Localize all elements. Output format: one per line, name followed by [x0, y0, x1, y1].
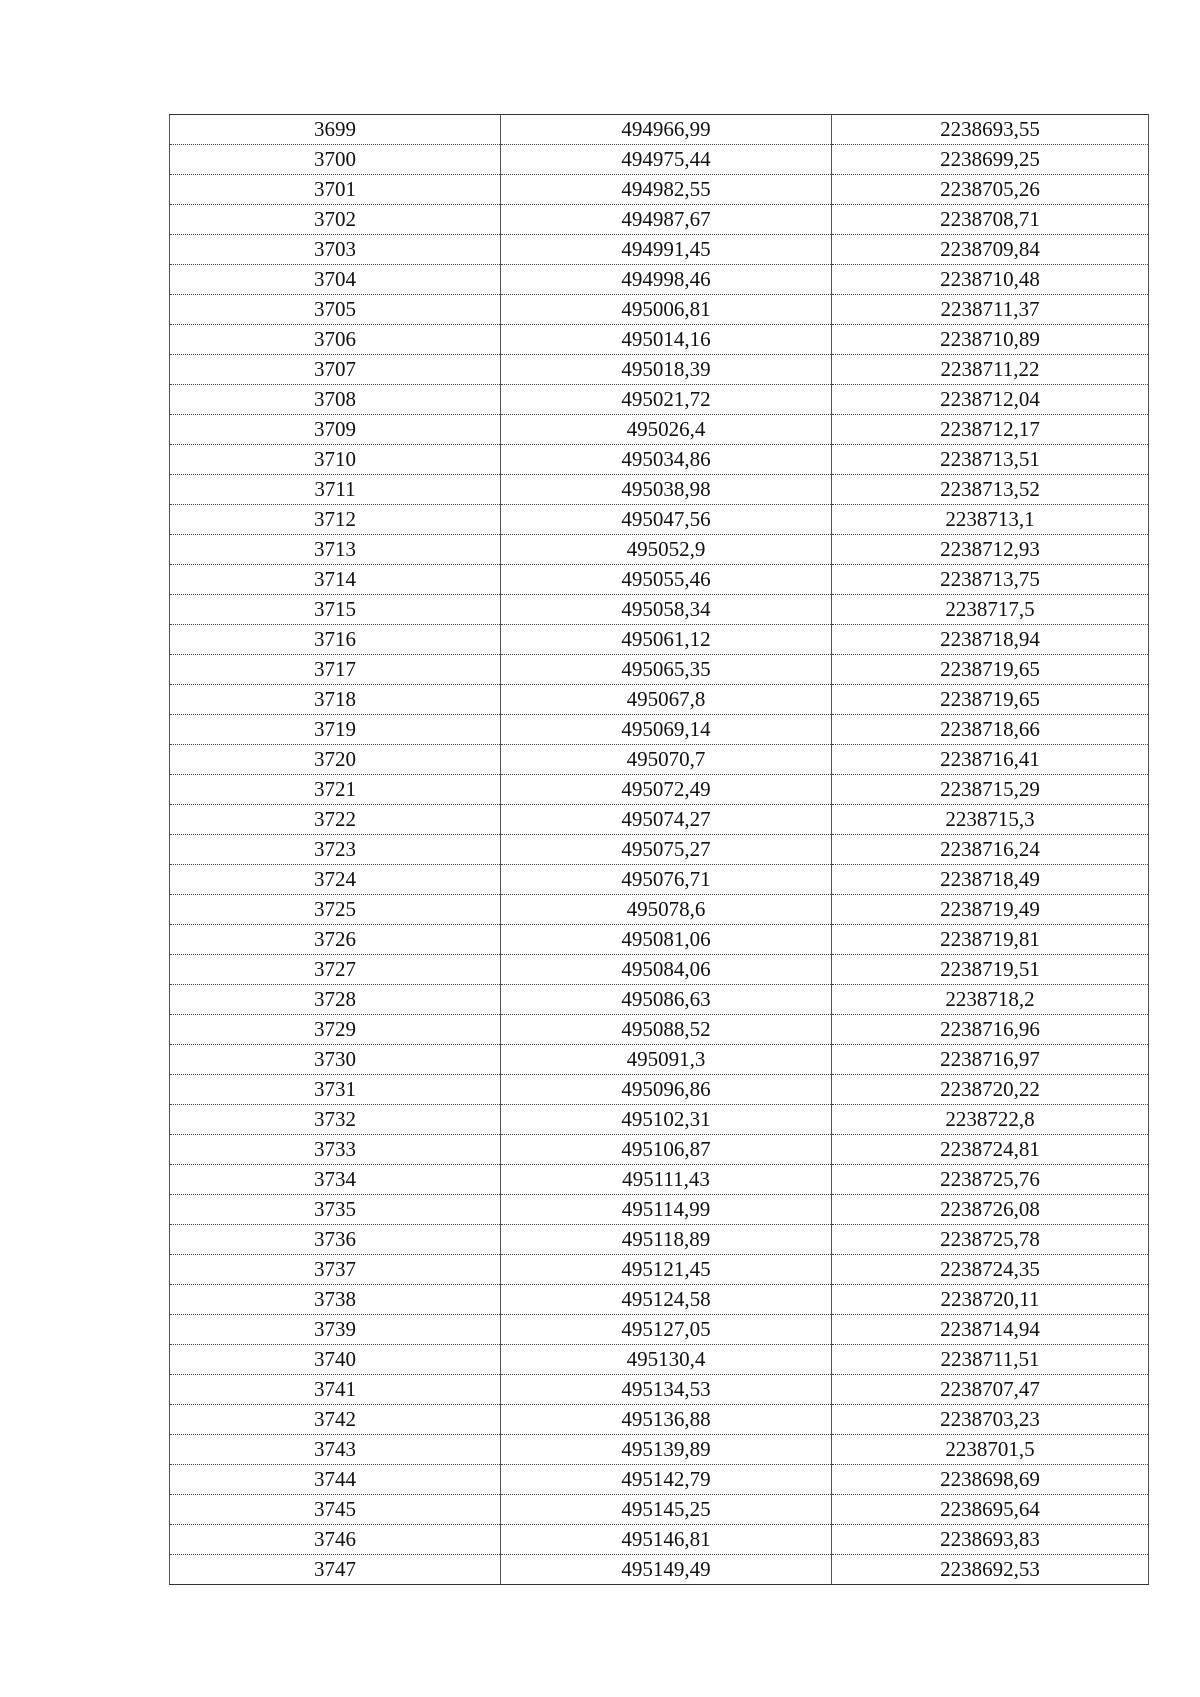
point-number-cell: 3717	[170, 655, 501, 685]
point-number-cell: 3711	[170, 475, 501, 505]
table-row	[170, 1405, 1149, 1435]
point-number-cell: 3738	[170, 1285, 501, 1315]
table-row	[170, 805, 1149, 835]
y-coordinate-cell: 2238719,51	[832, 955, 1149, 985]
y-coordinate-cell: 2238719,81	[832, 925, 1149, 955]
point-number-cell: 3729	[170, 1015, 501, 1045]
y-coordinate-cell: 2238720,22	[832, 1075, 1149, 1105]
x-coordinate-cell: 495034,86	[501, 445, 832, 475]
point-number-cell: 3703	[170, 235, 501, 265]
table-row	[170, 175, 1149, 205]
table-row	[170, 1345, 1149, 1375]
x-coordinate-cell: 495084,06	[501, 955, 832, 985]
x-coordinate-cell: 495124,58	[501, 1285, 832, 1315]
x-coordinate-cell: 495139,89	[501, 1435, 832, 1465]
x-coordinate-cell: 495088,52	[501, 1015, 832, 1045]
point-number-cell: 3734	[170, 1165, 501, 1195]
y-coordinate-cell: 2238717,5	[832, 595, 1149, 625]
table-row	[170, 1435, 1149, 1465]
x-coordinate-cell: 495136,88	[501, 1405, 832, 1435]
point-number-cell: 3718	[170, 685, 501, 715]
x-coordinate-cell: 495146,81	[501, 1525, 832, 1555]
x-coordinate-cell: 495081,06	[501, 925, 832, 955]
table-row	[170, 1225, 1149, 1255]
y-coordinate-cell: 2238719,65	[832, 685, 1149, 715]
y-coordinate-cell: 2238707,47	[832, 1375, 1149, 1405]
table-row	[170, 835, 1149, 865]
table-row	[170, 505, 1149, 535]
x-coordinate-cell: 495074,27	[501, 805, 832, 835]
y-coordinate-cell: 2238701,5	[832, 1435, 1149, 1465]
x-coordinate-cell: 495127,05	[501, 1315, 832, 1345]
point-number-cell: 3709	[170, 415, 501, 445]
table-row	[170, 565, 1149, 595]
point-number-cell: 3721	[170, 775, 501, 805]
point-number-cell: 3699	[170, 115, 501, 145]
point-number-cell: 3747	[170, 1555, 501, 1585]
point-number-cell: 3710	[170, 445, 501, 475]
y-coordinate-cell: 2238719,49	[832, 895, 1149, 925]
point-number-cell: 3702	[170, 205, 501, 235]
point-number-cell: 3741	[170, 1375, 501, 1405]
point-number-cell: 3739	[170, 1315, 501, 1345]
y-coordinate-cell: 2238725,76	[832, 1165, 1149, 1195]
point-number-cell: 3725	[170, 895, 501, 925]
table-row	[170, 265, 1149, 295]
point-number-cell: 3714	[170, 565, 501, 595]
y-coordinate-cell: 2238693,55	[832, 115, 1149, 145]
x-coordinate-cell: 495096,86	[501, 1075, 832, 1105]
table-row	[170, 1375, 1149, 1405]
table-row	[170, 325, 1149, 355]
x-coordinate-cell: 495058,34	[501, 595, 832, 625]
y-coordinate-cell: 2238716,97	[832, 1045, 1149, 1075]
y-coordinate-cell: 2238712,04	[832, 385, 1149, 415]
table-row	[170, 1465, 1149, 1495]
point-number-cell: 3707	[170, 355, 501, 385]
y-coordinate-cell: 2238699,25	[832, 145, 1149, 175]
x-coordinate-cell: 495072,49	[501, 775, 832, 805]
x-coordinate-cell: 495069,14	[501, 715, 832, 745]
x-coordinate-cell: 495070,7	[501, 745, 832, 775]
x-coordinate-cell: 495142,79	[501, 1465, 832, 1495]
point-number-cell: 3731	[170, 1075, 501, 1105]
y-coordinate-cell: 2238713,51	[832, 445, 1149, 475]
coordinates-table-body	[170, 115, 1149, 1585]
table-row	[170, 1285, 1149, 1315]
table-row	[170, 1015, 1149, 1045]
table-row	[170, 1075, 1149, 1105]
y-coordinate-cell: 2238695,64	[832, 1495, 1149, 1525]
point-number-cell: 3704	[170, 265, 501, 295]
y-coordinate-cell: 2238698,69	[832, 1465, 1149, 1495]
x-coordinate-cell: 495047,56	[501, 505, 832, 535]
table-row	[170, 385, 1149, 415]
table-row	[170, 1045, 1149, 1075]
y-coordinate-cell: 2238718,66	[832, 715, 1149, 745]
x-coordinate-cell: 495038,98	[501, 475, 832, 505]
table-row	[170, 1195, 1149, 1225]
point-number-cell: 3719	[170, 715, 501, 745]
point-number-cell: 3715	[170, 595, 501, 625]
y-coordinate-cell: 2238716,24	[832, 835, 1149, 865]
table-row	[170, 595, 1149, 625]
point-number-cell: 3706	[170, 325, 501, 355]
y-coordinate-cell: 2238724,81	[832, 1135, 1149, 1165]
table-row	[170, 1255, 1149, 1285]
x-coordinate-cell: 495114,99	[501, 1195, 832, 1225]
x-coordinate-cell: 495118,89	[501, 1225, 832, 1255]
table-row	[170, 355, 1149, 385]
x-coordinate-cell: 494998,46	[501, 265, 832, 295]
y-coordinate-cell: 2238710,89	[832, 325, 1149, 355]
y-coordinate-cell: 2238719,65	[832, 655, 1149, 685]
x-coordinate-cell: 495130,4	[501, 1345, 832, 1375]
y-coordinate-cell: 2238693,83	[832, 1525, 1149, 1555]
table-row	[170, 985, 1149, 1015]
x-coordinate-cell: 495111,43	[501, 1165, 832, 1195]
point-number-cell: 3743	[170, 1435, 501, 1465]
coordinates-table	[169, 114, 1149, 1585]
table-row	[170, 445, 1149, 475]
y-coordinate-cell: 2238715,29	[832, 775, 1149, 805]
x-coordinate-cell: 494975,44	[501, 145, 832, 175]
table-row	[170, 1315, 1149, 1345]
table-row	[170, 415, 1149, 445]
y-coordinate-cell: 2238708,71	[832, 205, 1149, 235]
point-number-cell: 3740	[170, 1345, 501, 1375]
point-number-cell: 3732	[170, 1105, 501, 1135]
y-coordinate-cell: 2238722,8	[832, 1105, 1149, 1135]
x-coordinate-cell: 495055,46	[501, 565, 832, 595]
table-row	[170, 685, 1149, 715]
table-row	[170, 775, 1149, 805]
y-coordinate-cell: 2238720,11	[832, 1285, 1149, 1315]
x-coordinate-cell: 495121,45	[501, 1255, 832, 1285]
table-row	[170, 115, 1149, 145]
table-row	[170, 1555, 1149, 1585]
point-number-cell: 3716	[170, 625, 501, 655]
x-coordinate-cell: 494991,45	[501, 235, 832, 265]
x-coordinate-cell: 495102,31	[501, 1105, 832, 1135]
x-coordinate-cell: 495021,72	[501, 385, 832, 415]
table-row	[170, 1135, 1149, 1165]
table-row	[170, 1525, 1149, 1555]
point-number-cell: 3746	[170, 1525, 501, 1555]
x-coordinate-cell: 494966,99	[501, 115, 832, 145]
table-row	[170, 205, 1149, 235]
y-coordinate-cell: 2238710,48	[832, 265, 1149, 295]
point-number-cell: 3701	[170, 175, 501, 205]
table-row	[170, 535, 1149, 565]
table-row	[170, 1165, 1149, 1195]
table-row	[170, 745, 1149, 775]
y-coordinate-cell: 2238711,22	[832, 355, 1149, 385]
x-coordinate-cell: 495052,9	[501, 535, 832, 565]
point-number-cell: 3708	[170, 385, 501, 415]
x-coordinate-cell: 495006,81	[501, 295, 832, 325]
table-row	[170, 145, 1149, 175]
point-number-cell: 3724	[170, 865, 501, 895]
y-coordinate-cell: 2238716,41	[832, 745, 1149, 775]
y-coordinate-cell: 2238712,17	[832, 415, 1149, 445]
x-coordinate-cell: 495076,71	[501, 865, 832, 895]
y-coordinate-cell: 2238725,78	[832, 1225, 1149, 1255]
y-coordinate-cell: 2238711,37	[832, 295, 1149, 325]
y-coordinate-cell: 2238716,96	[832, 1015, 1149, 1045]
point-number-cell: 3713	[170, 535, 501, 565]
point-number-cell: 3727	[170, 955, 501, 985]
table-row	[170, 895, 1149, 925]
point-number-cell: 3736	[170, 1225, 501, 1255]
x-coordinate-cell: 495091,3	[501, 1045, 832, 1075]
point-number-cell: 3735	[170, 1195, 501, 1225]
x-coordinate-cell: 495014,16	[501, 325, 832, 355]
y-coordinate-cell: 2238718,94	[832, 625, 1149, 655]
table-row	[170, 865, 1149, 895]
x-coordinate-cell: 495134,53	[501, 1375, 832, 1405]
x-coordinate-cell: 495149,49	[501, 1555, 832, 1585]
point-number-cell: 3722	[170, 805, 501, 835]
y-coordinate-cell: 2238724,35	[832, 1255, 1149, 1285]
table-row	[170, 955, 1149, 985]
table-row	[170, 235, 1149, 265]
x-coordinate-cell: 494982,55	[501, 175, 832, 205]
y-coordinate-cell: 2238726,08	[832, 1195, 1149, 1225]
x-coordinate-cell: 495067,8	[501, 685, 832, 715]
y-coordinate-cell: 2238709,84	[832, 235, 1149, 265]
x-coordinate-cell: 494987,67	[501, 205, 832, 235]
y-coordinate-cell: 2238715,3	[832, 805, 1149, 835]
point-number-cell: 3705	[170, 295, 501, 325]
table-row	[170, 295, 1149, 325]
y-coordinate-cell: 2238714,94	[832, 1315, 1149, 1345]
x-coordinate-cell: 495026,4	[501, 415, 832, 445]
table-row	[170, 715, 1149, 745]
table-row	[170, 1495, 1149, 1525]
table-row	[170, 1105, 1149, 1135]
table-row	[170, 625, 1149, 655]
y-coordinate-cell: 2238712,93	[832, 535, 1149, 565]
point-number-cell: 3730	[170, 1045, 501, 1075]
y-coordinate-cell: 2238713,1	[832, 505, 1149, 535]
table-row	[170, 655, 1149, 685]
x-coordinate-cell: 495106,87	[501, 1135, 832, 1165]
point-number-cell: 3728	[170, 985, 501, 1015]
point-number-cell: 3742	[170, 1405, 501, 1435]
y-coordinate-cell: 2238713,75	[832, 565, 1149, 595]
point-number-cell: 3720	[170, 745, 501, 775]
y-coordinate-cell: 2238705,26	[832, 175, 1149, 205]
x-coordinate-cell: 495075,27	[501, 835, 832, 865]
y-coordinate-cell: 2238711,51	[832, 1345, 1149, 1375]
point-number-cell: 3700	[170, 145, 501, 175]
x-coordinate-cell: 495086,63	[501, 985, 832, 1015]
point-number-cell: 3737	[170, 1255, 501, 1285]
y-coordinate-cell: 2238692,53	[832, 1555, 1149, 1585]
point-number-cell: 3733	[170, 1135, 501, 1165]
x-coordinate-cell: 495018,39	[501, 355, 832, 385]
x-coordinate-cell: 495145,25	[501, 1495, 832, 1525]
x-coordinate-cell: 495065,35	[501, 655, 832, 685]
y-coordinate-cell: 2238713,52	[832, 475, 1149, 505]
point-number-cell: 3723	[170, 835, 501, 865]
x-coordinate-cell: 495061,12	[501, 625, 832, 655]
point-number-cell: 3744	[170, 1465, 501, 1495]
table-row	[170, 925, 1149, 955]
x-coordinate-cell: 495078,6	[501, 895, 832, 925]
point-number-cell: 3745	[170, 1495, 501, 1525]
y-coordinate-cell: 2238718,49	[832, 865, 1149, 895]
y-coordinate-cell: 2238703,23	[832, 1405, 1149, 1435]
point-number-cell: 3726	[170, 925, 501, 955]
point-number-cell: 3712	[170, 505, 501, 535]
table-row	[170, 475, 1149, 505]
y-coordinate-cell: 2238718,2	[832, 985, 1149, 1015]
